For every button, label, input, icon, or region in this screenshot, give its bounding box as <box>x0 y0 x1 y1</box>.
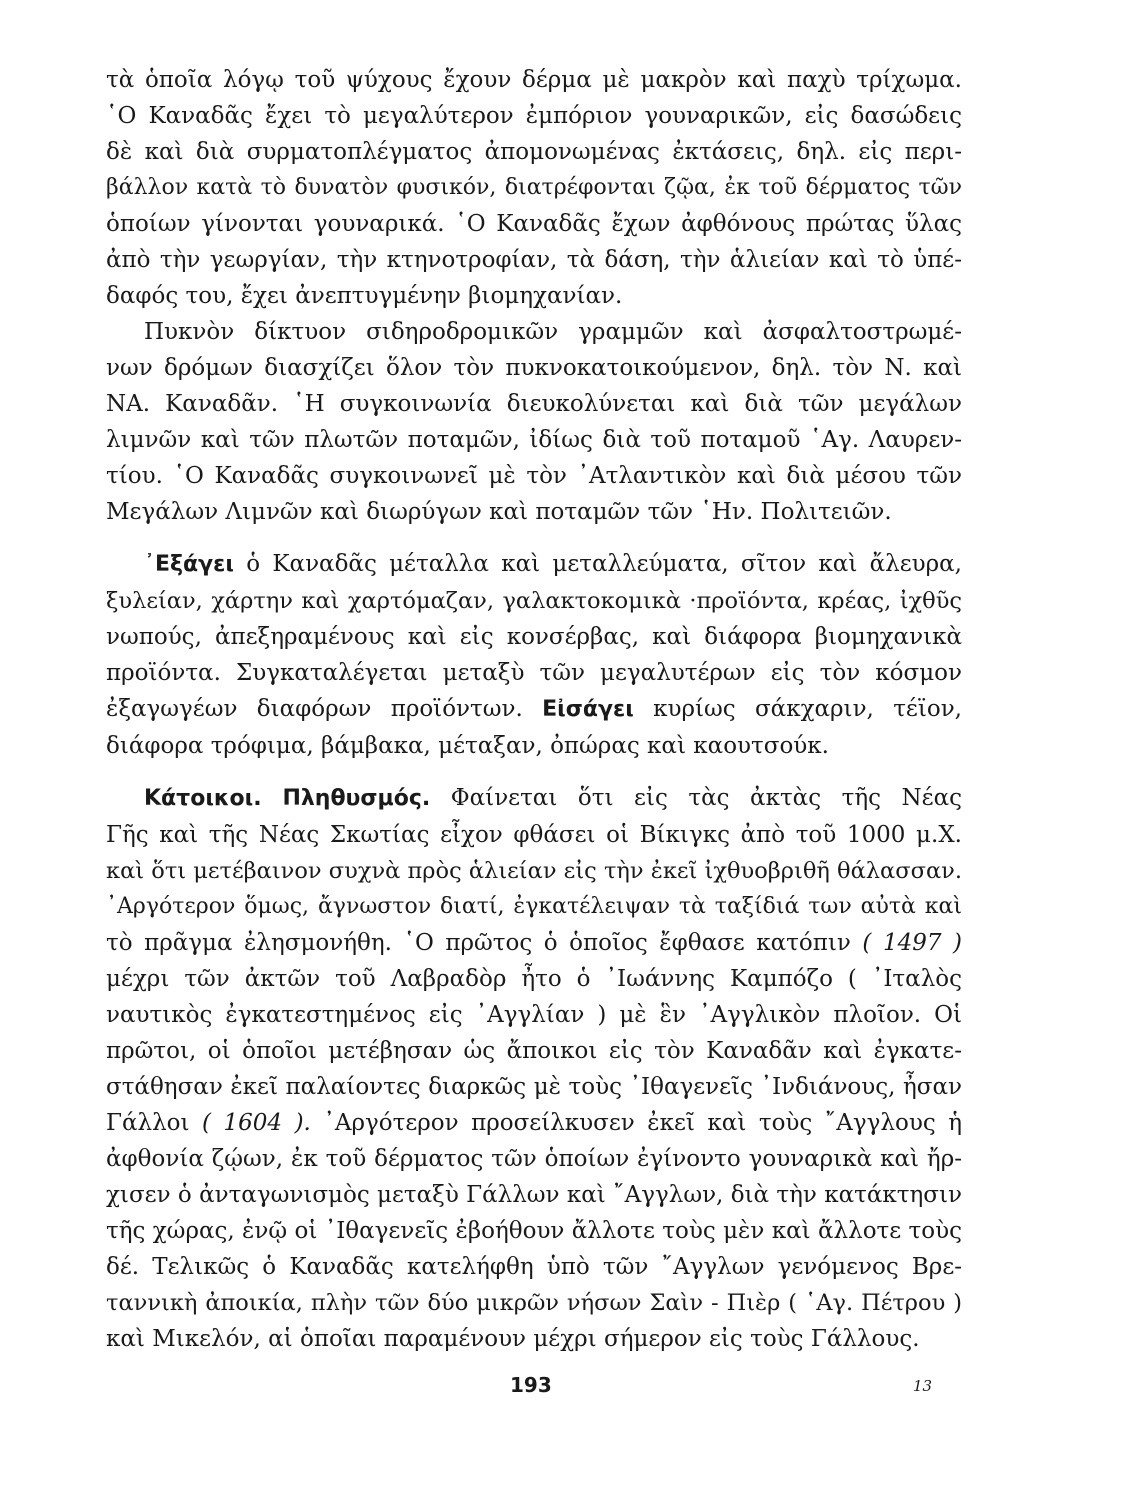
text-span: Γάλλοι <box>106 1110 203 1136</box>
text-line: ᾿Αργότερον ὅμως, ἄγνωστον διατί, ἐγκατέλειψαν τὰ ταξίδιά των αὐτὰ καὶ <box>106 894 962 919</box>
text-line: νωπούς, ἀπεξηραμένους καὶ εἰς κονσέρβας, καὶ διάφορα βιομηχανικὰ <box>106 624 962 650</box>
text-line: ΝΑ. Καναδᾶν. ῾Η συγκοινωνία διευκολύνεται καὶ διὰ τῶν μεγάλων <box>106 391 962 417</box>
paragraph-exports <box>106 546 962 764</box>
text-line <box>106 780 962 817</box>
text-line: ὁποίων γίνονται γουναρικά. ῾Ο Καναδᾶς ἔχων ἀφθόνους πρώτας ὕλας <box>106 211 962 237</box>
year-1604: ( 1604 ). <box>202 1110 311 1136</box>
page-number: 193 <box>510 1373 552 1397</box>
text-line <box>106 691 962 728</box>
text-span: Φαίνεται ὅτι εἰς τὰς ἀκτὰς τῆς Νέας <box>430 785 962 811</box>
keyword-imports: Εἰσάγει <box>542 697 634 722</box>
text-line: καὶ Μικελόν, αἱ ὁποῖαι παραμένουν μέχρι σήμερον εἰς τοὺς Γάλλους. <box>106 1326 920 1352</box>
text-line: καὶ ὅτι μετέβαινον συχνὰ πρὸς ἁλιείαν εἰς τὴν ἐκεῖ ἰχθυοβριθῆ θάλασσαν. <box>106 858 962 884</box>
keyword-exports: ᾿Εξάγει <box>144 552 234 577</box>
text-span: ὁ Καναδᾶς μέταλλα καὶ μεταλλεύματα, σῖτον καὶ ἄλευρα, <box>233 551 962 577</box>
page-footer <box>0 1373 1125 1403</box>
text-line: ταννικὴ ἀποικία, πλὴν τῶν δύο μικρῶν νήσων Σαὶν - Πιὲρ ( ῾Αγ. Πέτρου ) <box>106 1290 962 1316</box>
text-line: Μεγάλων Λιμνῶν καὶ διωρύγων καὶ ποταμῶν τῶν ῾Ην. Πολιτειῶν. <box>106 499 892 525</box>
text-line: χισεν ὁ ἀνταγωνισμὸς μεταξὺ Γάλλων καὶ ῎Αγγλων, διὰ τὴν κατάκτησιν <box>106 1182 962 1208</box>
text-line: ἀπὸ τὴν γεωργίαν, τὴν κτηνοτροφίαν, τὰ δάση, τὴν ἁλιείαν καὶ τὸ ὑπέ- <box>106 247 962 273</box>
year-1497: ( 1497 ) <box>862 930 962 956</box>
text-line: μέχρι τῶν ἀκτῶν τοῦ Λαβραδὸρ ἦτο ὁ ᾿Ιωάννης Καμπόζο ( ᾿Ιταλὸς <box>106 966 962 992</box>
signature-mark: 13 <box>913 1377 933 1395</box>
text-line: προϊόντα. Συγκαταλέγεται μεταξὺ τῶν μεγαλυτέρων εἰς τὸν κόσμον <box>106 660 962 686</box>
text-line <box>106 546 962 583</box>
page-body <box>106 62 962 1357</box>
text-line: δὲ καὶ διὰ συρματοπλέγματος ἀπομονωμένας ἐκτάσεις, δηλ. εἰς περι- <box>106 139 962 165</box>
text-line: βάλλον κατὰ τὸ δυνατὸν φυσικόν, διατρέφονται ζῷα, ἐκ τοῦ δέρματος τῶν <box>106 175 962 200</box>
text-line: δέ. Τελικῶς ὁ Καναδᾶς κατελήφθη ὑπὸ τῶν ῎Αγγλων γενόμενος Βρε- <box>106 1254 962 1280</box>
text-line <box>106 1105 962 1141</box>
paragraph-transport <box>106 314 962 530</box>
text-line: Γῆς καὶ τῆς Νέας Σκωτίας εἶχον φθάσει οἱ Βίκιγκς ἀπὸ τοῦ 1000 μ.Χ. <box>106 822 962 848</box>
text-span: κυρίως σάκχαριν, τέϊον, <box>633 696 962 722</box>
text-line: δαφός του, ἔχει ἀνεπτυγμένην βιομηχανίαν. <box>106 283 623 309</box>
text-line: τίου. ῾Ο Καναδᾶς συγκοινωνεῖ μὲ τὸν ᾿Ατλαντικὸν καὶ διὰ μέσου τῶν <box>106 463 962 489</box>
text-line: διάφορα τρόφιμα, βάμβακα, μέταξαν, ὀπώρας καὶ καουτσούκ. <box>106 733 829 759</box>
text-line: λιμνῶν καὶ τῶν πλωτῶν ποταμῶν, ἰδίως διὰ τοῦ ποταμοῦ ῾Αγ. Λαυρεν- <box>106 427 962 453</box>
text-span: ἐξαγωγέων διαφόρων προϊόντων. <box>106 696 543 722</box>
text-line: νων δρόμων διασχίζει ὅλον τὸν πυκνοκατοικούμενον, δηλ. τὸν Ν. καὶ <box>106 355 962 381</box>
text-line: τῆς χώρας, ἐνῷ οἱ ᾿Ιθαγενεῖς ἐβοήθουν ἄλλοτε τοὺς μὲν καὶ ἄλλοτε τοὺς <box>106 1218 962 1244</box>
text-line: ξυλείαν, χάρτην καὶ χαρτόμαζαν, γαλακτοκομικὰ ·προϊόντα, κρέας, ἰχθῦς <box>106 588 962 614</box>
text-line: πρῶτοι, οἱ ὁποῖοι μετέβησαν ὡς ἄποικοι εἰς τὸν Καναδᾶν καὶ ἐγκατε- <box>106 1038 962 1064</box>
text-line: τὰ ὁποῖα λόγῳ τοῦ ψύχους ἔχουν δέρμα μὲ μακρὸν καὶ παχὺ τρίχωμα. <box>106 67 962 93</box>
text-line: ναυτικὸς ἐγκατεστημένος εἰς ᾿Αγγλίαν ) μὲ ἓν ᾿Αγγλικὸν πλοῖον. Οἱ <box>106 1002 962 1028</box>
paragraph-fur-industry <box>106 62 962 314</box>
text-span: τὸ πρᾶγμα ἐλησμονήθη. ῾Ο πρῶτος ὁ ὁποῖος ἔφθασε κατόπιν <box>106 930 863 956</box>
text-line: ἀφθονία ζῴων, ἐκ τοῦ δέρματος τῶν ὁποίων ἐγίνοντο γουναρικὰ καὶ ἤρ- <box>106 1146 962 1172</box>
paragraph-inhabitants <box>106 780 962 1357</box>
text-line: στάθησαν ἐκεῖ παλαίοντες διαρκῶς μὲ τοὺς ᾿Ιθαγενεῖς ᾿Ινδιάνους, ἦσαν <box>106 1074 962 1100</box>
section-heading-inhabitants: Κάτοικοι. Πληθυσμός. <box>144 786 431 811</box>
text-line: ῾Ο Καναδᾶς ἔχει τὸ μεγαλύτερον ἐμπόριον γουναρικῶν, εἰς δασώδεις <box>106 103 962 129</box>
text-line <box>106 925 962 961</box>
text-line: Πυκνὸν δίκτυον σιδηροδρομικῶν γραμμῶν καὶ ἀσφαλτοστρωμέ- <box>144 319 962 345</box>
text-span: ᾿Αργότερον προσείλκυσεν ἐκεῖ καὶ τοὺς ῎Αγγλους ἡ <box>310 1110 962 1136</box>
